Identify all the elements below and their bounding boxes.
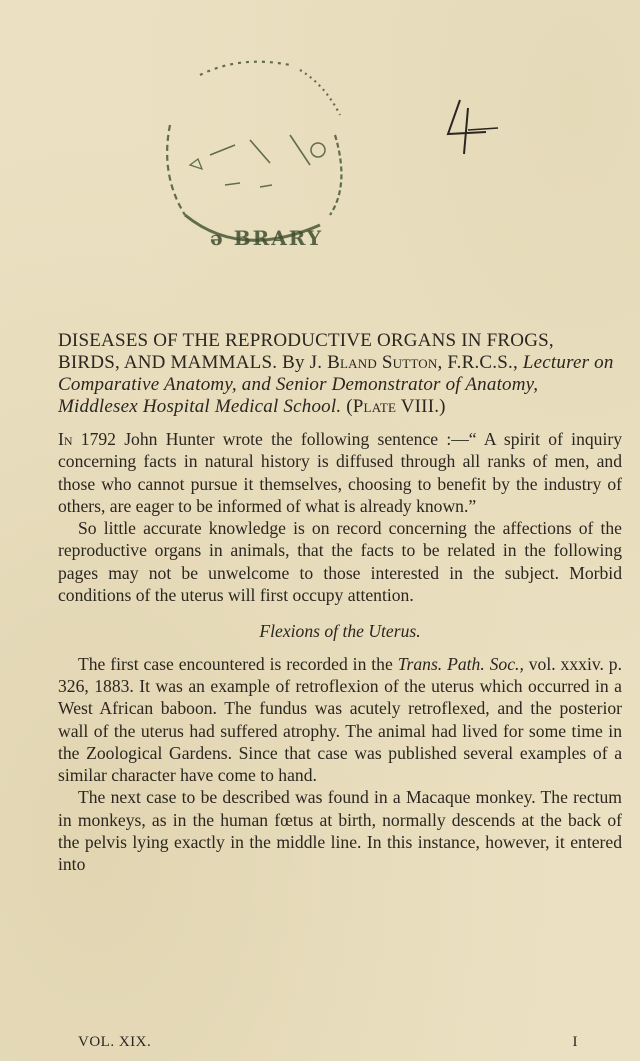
- author-role: Lecturer on Comparative Anatomy, and Senior Demonstrator of Anatomy, Middlesex Hospital Medical School.: [58, 352, 614, 417]
- journal-reference: Trans. Path. Soc.,: [397, 653, 524, 674]
- volume-label: VOL. XIX.: [78, 1034, 152, 1050]
- paragraph-2: So little accurate knowledge is on record concerning the affections of the reproductive organs in animals, that the facts to be related in the following pages may not be unwelcome to those interested in the subject. Morbid conditions of the uterus will first occupy attention.: [58, 518, 622, 606]
- section-heading: Flexions of the Uterus.: [259, 621, 421, 642]
- signature-mark: I: [572, 1034, 578, 1050]
- article-title: [58, 330, 618, 418]
- author-degree: , F.R.C.S.,: [437, 352, 518, 373]
- paragraph-3-start: The first case encountered is recorded in the: [78, 653, 398, 674]
- plate-label: Plate: [352, 396, 397, 417]
- library-stamp: [140, 45, 370, 265]
- plate-number: VIII.): [396, 396, 446, 417]
- paragraph-4: The next case to be described was found in a Macaque monkey. The rectum in monkeys, as in the human fœtus at birth, normally descends at the back of the pelvis lying exactly in the middle line. In this instance, however, it entered into: [58, 787, 622, 875]
- drop-word: In: [58, 429, 73, 449]
- plate-open: (: [346, 396, 353, 417]
- title-caps: DISEASES OF THE REPRODUCTIVE ORGANS IN FROGS, BIRDS, AND MAMMALS.: [58, 330, 554, 373]
- title-by: By J.: [282, 352, 323, 373]
- handwritten-numeral-icon: [438, 92, 510, 162]
- paragraph-3: [58, 653, 622, 787]
- paragraph-1: [58, 428, 622, 517]
- page-footer: [78, 1034, 578, 1051]
- paragraph-3-rest: vol. xxxiv. p. 326, 1883. It was an example of retroflexion of the uterus which occurred in a West African baboon. The fundus was acutely retroflexed, and the posterior wall of the uterus had suffered atrophy. The animal had lived for some time in the Zoological Gardens. Since that case was published several examples of a similar character have come to hand.: [58, 653, 622, 786]
- stamp-text: ǝ BRARY: [210, 226, 324, 250]
- paragraph-1-text: 1792 John Hunter wrote the following sentence :—“ A spirit of inquiry concerning facts in natural history is diffused through all ranks of men, and those who cannot pursue it themselves, choosing to benefit by the industry of others, are eager to be informed of what is already known.”: [58, 429, 622, 516]
- article-body: [58, 428, 622, 876]
- shelfmark-annotation: [438, 92, 510, 162]
- author-name: Bland Sutton: [327, 352, 438, 373]
